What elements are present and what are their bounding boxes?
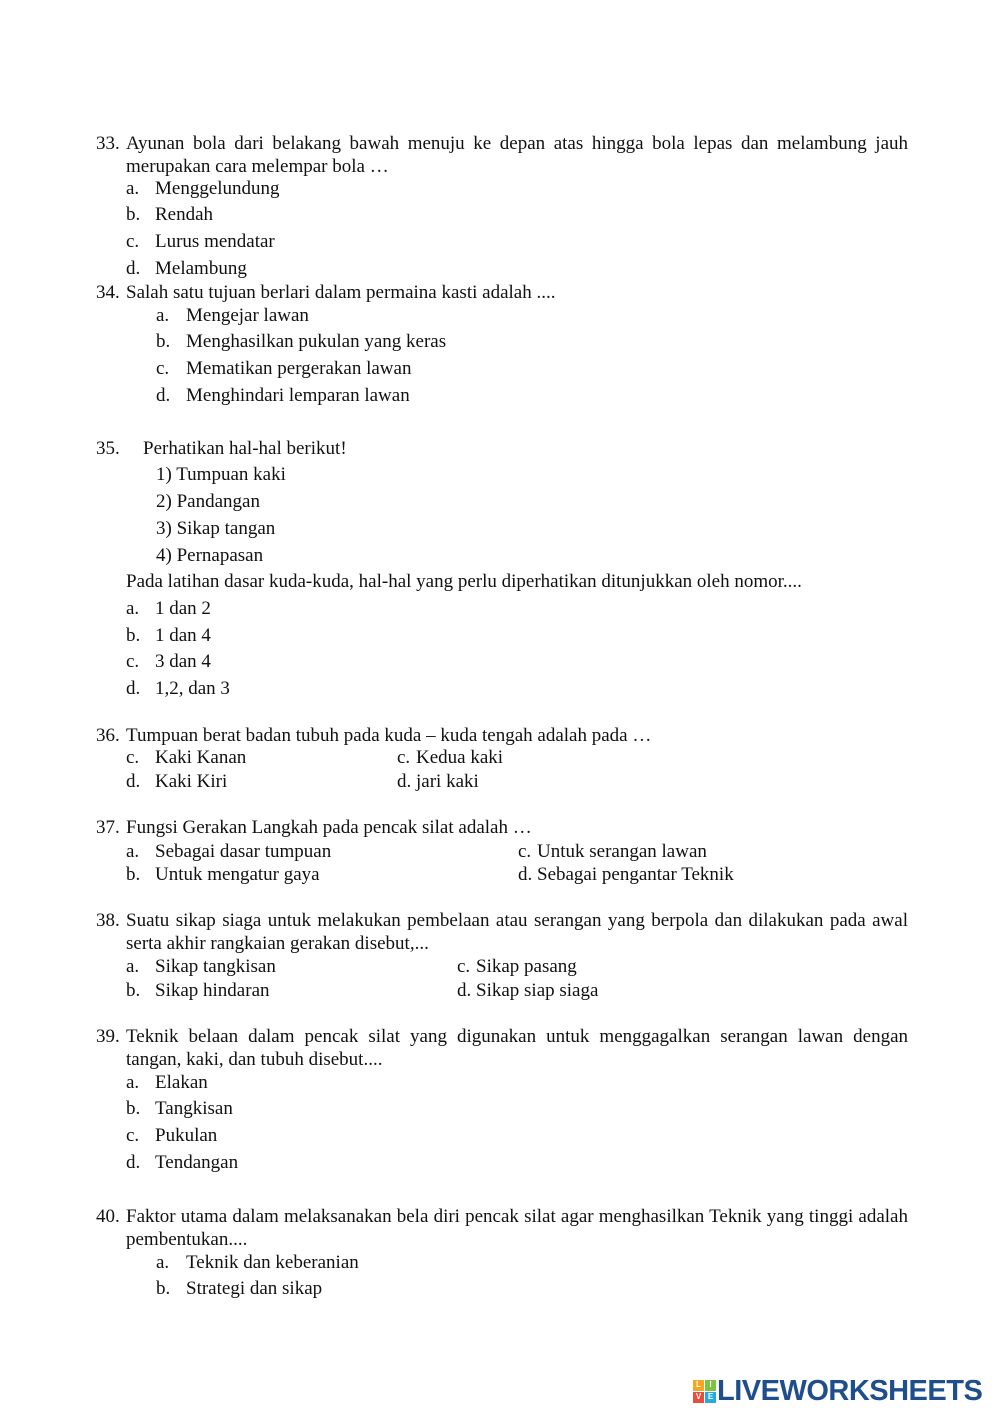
option-text: Kaki Kiri (155, 771, 228, 792)
option-letter: d. (518, 864, 533, 885)
option-letter: d. (126, 678, 141, 699)
option-text: Teknik dan keberanian (186, 1252, 359, 1273)
liveworksheets-logo-mark (693, 1380, 715, 1402)
question-number: 34. (96, 282, 120, 303)
question-number: 33. (96, 133, 120, 154)
option-letter: b. (156, 331, 171, 352)
option-letter: d. (156, 385, 171, 406)
option-text: 1,2, dan 3 (155, 678, 230, 699)
option-text: Mematikan pergerakan lawan (186, 358, 412, 379)
question-text: Ayunan bola dari belakang bawah menuju ke depan atas hingga bola lepas dan melambung jauh merupakan cara melempar bola … (126, 133, 908, 177)
statement-item: 2) Pandangan (156, 491, 260, 512)
question-number: 35. (96, 438, 120, 459)
option-text: Menggelundung (155, 178, 280, 199)
option-letter: c. (518, 841, 532, 862)
option-letter: a. (126, 1072, 140, 1093)
option-text: Menghindari lemparan lawan (186, 385, 410, 406)
option-letter: c. (397, 747, 411, 768)
option-text: Rendah (155, 204, 214, 225)
option-text: Sikap pasang (476, 956, 577, 977)
question-40 (96, 1205, 908, 1251)
question-followup: Pada latihan dasar kuda-kuda, hal-hal yang perlu diperhatikan ditunjukkan oleh nomor.... (126, 571, 802, 592)
logo-mark-letter: I (705, 1380, 716, 1391)
option-text: 3 dan 4 (155, 651, 211, 672)
option-letter: b. (126, 864, 141, 885)
option-text: 1 dan 4 (155, 625, 211, 646)
option-letter: c. (126, 231, 140, 252)
question-34 (96, 281, 908, 304)
option-text: Strategi dan sikap (186, 1278, 323, 1299)
statement-item: 1) Tumpuan kaki (156, 464, 286, 485)
question-text: Tumpuan berat badan tubuh pada kuda – kuda tengah adalah pada … (126, 725, 652, 746)
option-letter: c. (156, 358, 170, 379)
option-letter: d. (126, 258, 141, 279)
option-letter: a. (156, 305, 170, 326)
option-letter: a. (126, 841, 140, 862)
question-number: 37. (96, 817, 120, 838)
option-text: Kedua kaki (416, 747, 504, 768)
option-text: Tangkisan (155, 1098, 233, 1119)
question-text: Salah satu tujuan berlari dalam permaina kasti adalah .... (126, 282, 556, 303)
option-letter: d. (457, 980, 472, 1001)
option-text: Melambung (155, 258, 247, 279)
option-letter: a. (126, 598, 140, 619)
question-number: 39. (96, 1026, 120, 1047)
option-text: jari kaki (416, 771, 479, 792)
question-text: Teknik belaan dalam pencak silat yang digunakan untuk menggagalkan serangan lawan dengan tangan, kaki, dan tubuh disebut.... (126, 1026, 908, 1070)
question-39 (96, 1025, 908, 1071)
question-text: Suatu sikap siaga untuk melakukan pembelaan atau serangan yang berpola dan dilakukan pada awal serta akhir rangkaian gerakan disebut,... (126, 910, 908, 954)
question-number: 40. (96, 1206, 120, 1227)
option-text: 1 dan 2 (155, 598, 211, 619)
liveworksheets-logo (693, 1374, 982, 1408)
option-text: Elakan (155, 1072, 208, 1093)
question-text: Fungsi Gerakan Langkah pada pencak silat adalah … (126, 817, 532, 838)
option-letter: a. (156, 1252, 170, 1273)
question-33 (96, 132, 908, 178)
option-text: Menghasilkan pukulan yang keras (186, 331, 447, 352)
option-text: Untuk serangan lawan (537, 841, 707, 862)
question-text: Faktor utama dalam melaksanakan bela diri pencak silat agar menghasilkan Teknik yang tinggi adalah pembentukan.... (126, 1206, 908, 1250)
option-text: Sebagai pengantar Teknik (537, 864, 734, 885)
option-text: Mengejar lawan (186, 305, 309, 326)
question-38 (96, 909, 908, 955)
option-text: Sikap hindaran (155, 980, 270, 1001)
option-letter: a. (126, 956, 140, 977)
option-letter: c. (126, 747, 140, 768)
logo-mark-letter: V (693, 1392, 704, 1403)
question-number: 36. (96, 725, 120, 746)
option-text: Untuk mengatur gaya (155, 864, 320, 885)
question-number: 38. (96, 910, 120, 931)
logo-mark-letter: E (705, 1392, 716, 1403)
option-letter: b. (126, 204, 141, 225)
question-37 (96, 816, 908, 839)
option-text: Sikap siap siaga (476, 980, 599, 1001)
liveworksheets-logo-text: LIVEWORKSHEETS (717, 1375, 983, 1407)
option-letter: b. (126, 625, 141, 646)
option-text: Pukulan (155, 1125, 218, 1146)
option-letter: a. (126, 178, 140, 199)
option-letter: c. (457, 956, 471, 977)
statement-item: 3) Sikap tangan (156, 518, 276, 539)
option-letter: d. (397, 771, 412, 792)
option-letter: d. (126, 1152, 141, 1173)
option-letter: b. (126, 1098, 141, 1119)
option-letter: d. (126, 771, 141, 792)
option-text: Kaki Kanan (155, 747, 247, 768)
option-letter: c. (126, 651, 140, 672)
option-text: Sebagai dasar tumpuan (155, 841, 332, 862)
option-text: Tendangan (155, 1152, 239, 1173)
option-letter: c. (126, 1125, 140, 1146)
statement-item: 4) Pernapasan (156, 545, 264, 566)
question-36 (96, 724, 908, 747)
option-letter: b. (126, 980, 141, 1001)
question-text: Perhatikan hal-hal berikut! (143, 438, 347, 459)
option-letter: b. (156, 1278, 171, 1299)
logo-mark-letter: L (693, 1380, 704, 1391)
option-text: Lurus mendatar (155, 231, 275, 252)
option-text: Sikap tangkisan (155, 956, 276, 977)
